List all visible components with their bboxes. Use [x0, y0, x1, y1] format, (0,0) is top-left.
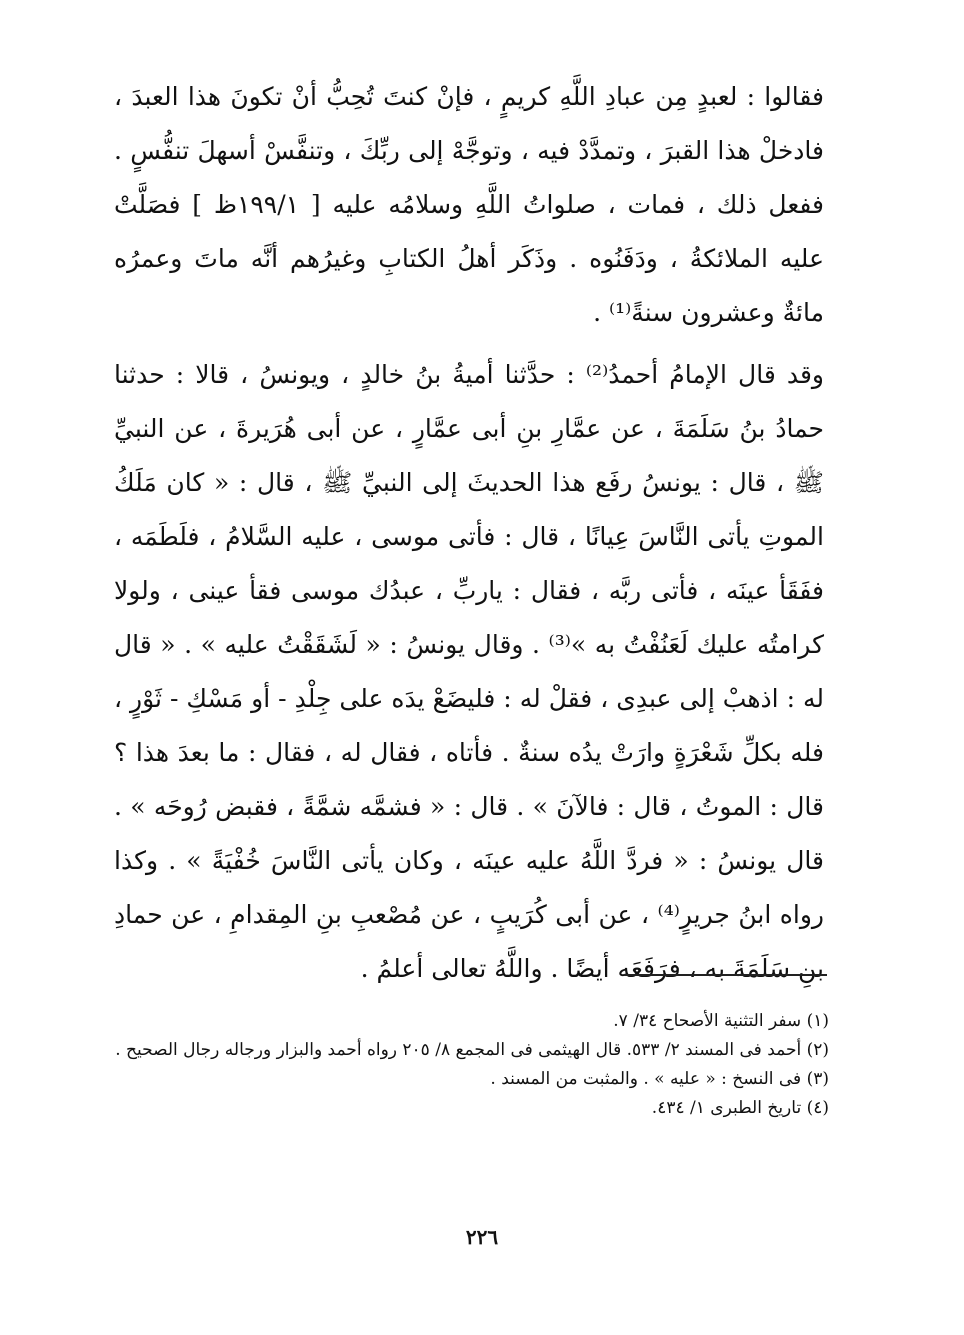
footnote-divider [624, 974, 827, 976]
footnote-1: (١) سفر التثنية الأصحاح ٣٤/ ٧. [613, 1011, 829, 1031]
footnotes [114, 1007, 829, 1123]
main-text [114, 70, 824, 996]
page-number: ٢٢٦ [465, 1225, 499, 1249]
footnote-4: (٤) تاريخ الطبرى ١/ ٤٣٤. [651, 1098, 829, 1118]
paragraph-2: وقد قال الإمامُ أحمدُ⁽²⁾ : حدَّثنا أميةُ بنُ خالدٍ ، ويونسُ ، قالا : حدثنا حمادُ بنُ سَلَمَةَ ، عن عمَّارِ بنِ أبى عمَّارٍ ، عن أبى هُرَيرةَ ، عن النبيِّ ﷺ ، قال : يونسُ رفَع هذا الحديثَ إلى النبيِّ ﷺ ، قال : « كان مَلَكُ الموتِ يأتى النَّاسَ عِيانًا ، قال : فأتى موسى ، عليه السَّلامُ ، فلَطَمَه ، ففَقَأ عينَه ، فأتى ربَّه ، فقال : ياربِّ ، عبدُك موسى فقأ عينى ، ولولا كرامتُه عليك لَعَنُفْتُ به »⁽³⁾ . وقال يونسُ : « لَشَقَقْتُ عليه » . « قال له : اذهبْ إلى عبدِى ، فقلْ له : فليضَعْ يدَه على جِلْدِ - أو مَسْكِ - ثَوْرٍ ، فله بكلِّ شَعْرَةٍ وارَتْ يدُه سنةٌ . فأتاه ، فقال له ، فقال : ما بعدَ هذا ؟ قال : الموتُ ، قال : فالآنَ » . قال : « فشمَّه شمَّةً ، فقبض رُوحَه » . قال يونسُ : « فردَّ اللَّهُ عليه عينَه ، وكان يأتى النَّاسَ خُفْيَةً » . وكذا رواه ابنُ جريرٍ⁽⁴⁾ ، عن أبى كُرَيبٍ ، عن مُصْعبِ بنِ المِقدامِ ، عن حمادِ بنِ سَلَمَةَ به ، فرَفَعَه أيضًا . واللَّهُ تعالى أعلمُ . [114, 360, 824, 983]
footnote-2: (٢) أحمد فى المسند ٢/ ٥٣٣. قال الهيثمى فى المجمع ٨/ ٢٠٥ رواه أحمد والبزار ورجاله رجال الصحيح . [115, 1040, 829, 1060]
footnote-3: (٣) فى النسخ : « عليه » . والمثبت من المسند . [490, 1069, 829, 1089]
paragraph-1: فقالوا : لعبدٍ مِن عبادِ اللَّهِ كريمٍ ، فإنْ كنتَ تُحِبُّ أنْ تكونَ هذا العبدَ ، فادخلْ هذا القبرَ ، وتمدَّدْ فيه ، وتوجَّهْ إلى ربِّكَ ، وتنفَّسْ أسهلَ تنفُّسٍ . ففعل ذلك ، فمات ، صلواتُ اللَّهِ وسلامُه عليه [ ١٩٩/١ظ ] فصَلَّتْ عليه الملائكةُ ، ودَفَنُوه . وذَكَر أهلُ الكتابِ وغيرُهم أنَّه ماتَ وعمرُه مائةٌ وعشرون سنةً⁽¹⁾ . [114, 82, 824, 327]
